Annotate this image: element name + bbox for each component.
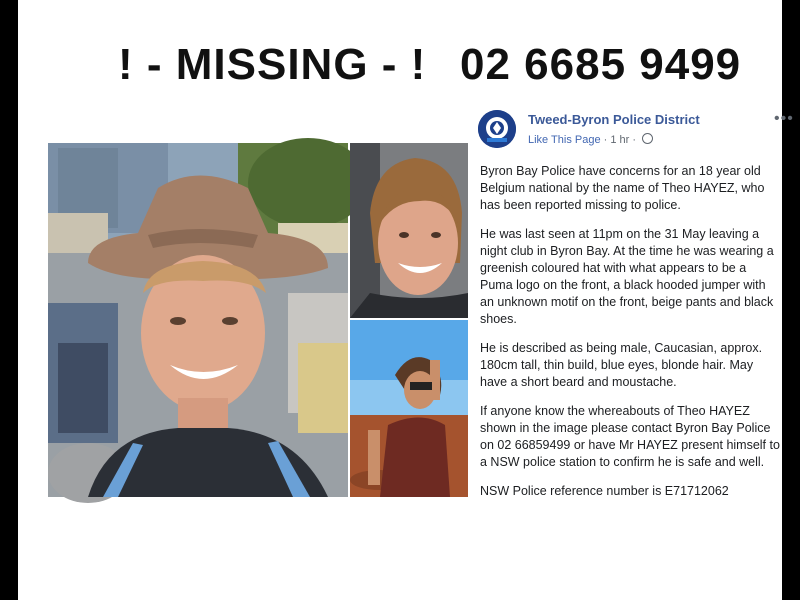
page-name-link[interactable]: Tweed-Byron Police District	[528, 112, 700, 127]
reference-number: NSW Police reference number is E71712062	[480, 484, 729, 498]
post-paragraph: Byron Bay Police have concerns for an 18 year old Belgium national by the name of Theo HAYEZ, who has been reported missing to police.	[480, 164, 765, 212]
police-logo-icon[interactable]	[478, 110, 516, 148]
like-page-link[interactable]: Like This Page	[528, 134, 601, 146]
post-paragraph: If anyone know the whereabouts of Theo HAYEZ shown in the image please contact Byron Bay Police on 02 66859499 or have Mr HAYEZ present himself to a NSW police station to confirm he is safe and well.	[480, 404, 780, 469]
close-up-photo	[350, 143, 468, 318]
missing-poster	[18, 0, 794, 600]
post-body	[480, 163, 780, 512]
post-time: · 1 hr ·	[603, 134, 637, 146]
missing-title: ! - MISSING - !	[118, 40, 427, 89]
facebook-post-header	[478, 108, 794, 150]
main-photo-image	[48, 143, 348, 497]
outback-photo-image	[350, 320, 468, 497]
globe-icon	[642, 133, 653, 144]
post-paragraph: He was last seen at 11pm on the 31 May leaving a night club in Byron Bay. At the time he was wearing a greenish coloured hat with what appears to be a Puma logo on the front, a black hooded jumper with an unknown motif on the front, beige pants and black shoes.	[480, 227, 774, 326]
phone-number: 02 6685 9499	[460, 40, 742, 89]
more-horizontal-icon[interactable]: •••	[774, 110, 794, 127]
headline	[118, 40, 768, 100]
close-up-photo-image	[350, 143, 468, 318]
outback-photo	[350, 320, 468, 497]
post-paragraph: He is described as being male, Caucasian, approx. 180cm tall, thin build, blue eyes, blonde hair. May have a short beard and moustache.	[480, 341, 763, 389]
main-photo	[48, 143, 348, 497]
post-meta	[528, 133, 653, 146]
